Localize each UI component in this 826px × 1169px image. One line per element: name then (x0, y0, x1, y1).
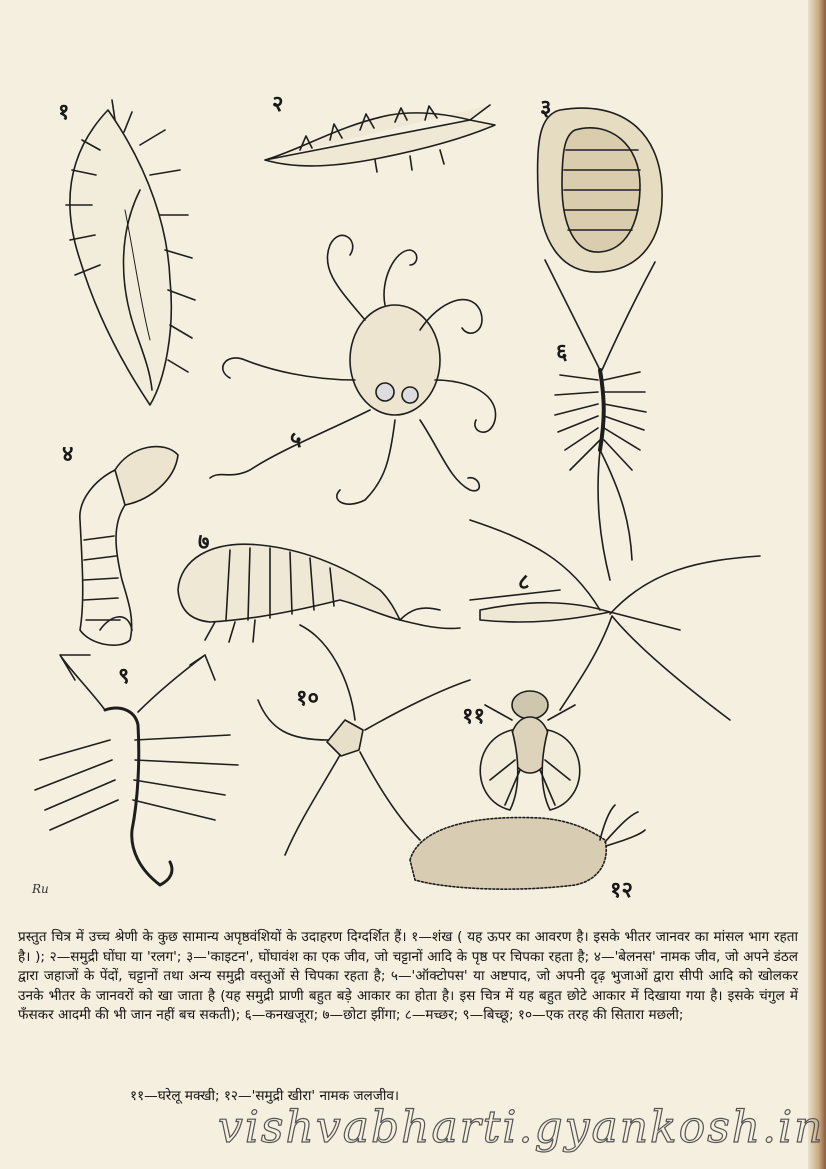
chiton-drawing (538, 108, 663, 272)
figure-label-4: ४ (62, 442, 74, 467)
octopus-drawing (210, 235, 496, 504)
artist-signature: Ru (32, 882, 49, 896)
figure-label-3: ३ (540, 96, 552, 121)
barnacle-drawing (80, 447, 178, 646)
caption-last-line: ११—घरेलू मक्खी; १२—'समुद्री खीरा' नामक जलजीव। (130, 1088, 400, 1104)
figure-label-9: ९ (118, 664, 130, 689)
figure-label-10: १० (296, 686, 319, 711)
house-fly-drawing (480, 691, 580, 810)
figure-label-1: १ (58, 100, 70, 125)
scorpion-drawing (35, 655, 238, 885)
figure-label-11: ११ (462, 704, 485, 729)
centipede-drawing (545, 260, 655, 580)
mosquito-drawing (470, 520, 760, 720)
figure-label-8: ८ (518, 570, 530, 595)
figure-label-5: ५ (290, 428, 302, 453)
figure-label-6: ६ (556, 340, 568, 365)
figure-label-12: १२ (610, 878, 633, 903)
small-shrimp-drawing (178, 544, 460, 642)
sea-slug-drawing (265, 105, 495, 172)
figure-caption (18, 928, 798, 1026)
caption-text: प्रस्तुत चित्र में उच्च श्रेणी के कुछ सामान्य अपृष्ठवंशियों के उदाहरण दिग्दर्शित हैं। १—शंख ( यह ऊपर का आवरण है। इसके भीतर जानवर का मांसल भाग रहता है। ); २—समुद्री घोंघा या 'रलग'; ३—'काइटन', घोंघावंश का एक जीव, जो चट्टानों आदि के पृष्ठ पर चिपका रहता है; ४—'बेलनस' नामक जीव, जो अपने डंठल द्वारा जहाजों के पेंदों, चट्टानों तथा अन्य समुद्री वस्तुओं से चिपका रहता है; ५—'ऑक्टोपस' या अष्टपाद, जो अपनी दृढ़ भुजाओं द्वारा सीपी आदि को खोलकर उनके भीतर के जानवरों को खा जाता है (यह समुद्री प्राणी बहुत बड़े आकार का होता है। इस चित्र में यह बहुत छोटे आकार में दिखाया गया है। इसके चंगुल में फँसकर आदमी की भी जान नहीं बच सकती); ६—कनखजूरा; ७—छोटा झींगा; ८—मच्छर; ९—बिच्छू; १०—एक तरह की सितारा मछली; (18, 929, 798, 1023)
figure-label-2: २ (272, 92, 284, 117)
conch-shell-drawing (66, 100, 195, 405)
brittle-star-drawing (258, 625, 470, 855)
figure-label-7: ७ (198, 530, 210, 555)
watermark: vishvabharti.gyankosh.in (218, 1102, 825, 1153)
